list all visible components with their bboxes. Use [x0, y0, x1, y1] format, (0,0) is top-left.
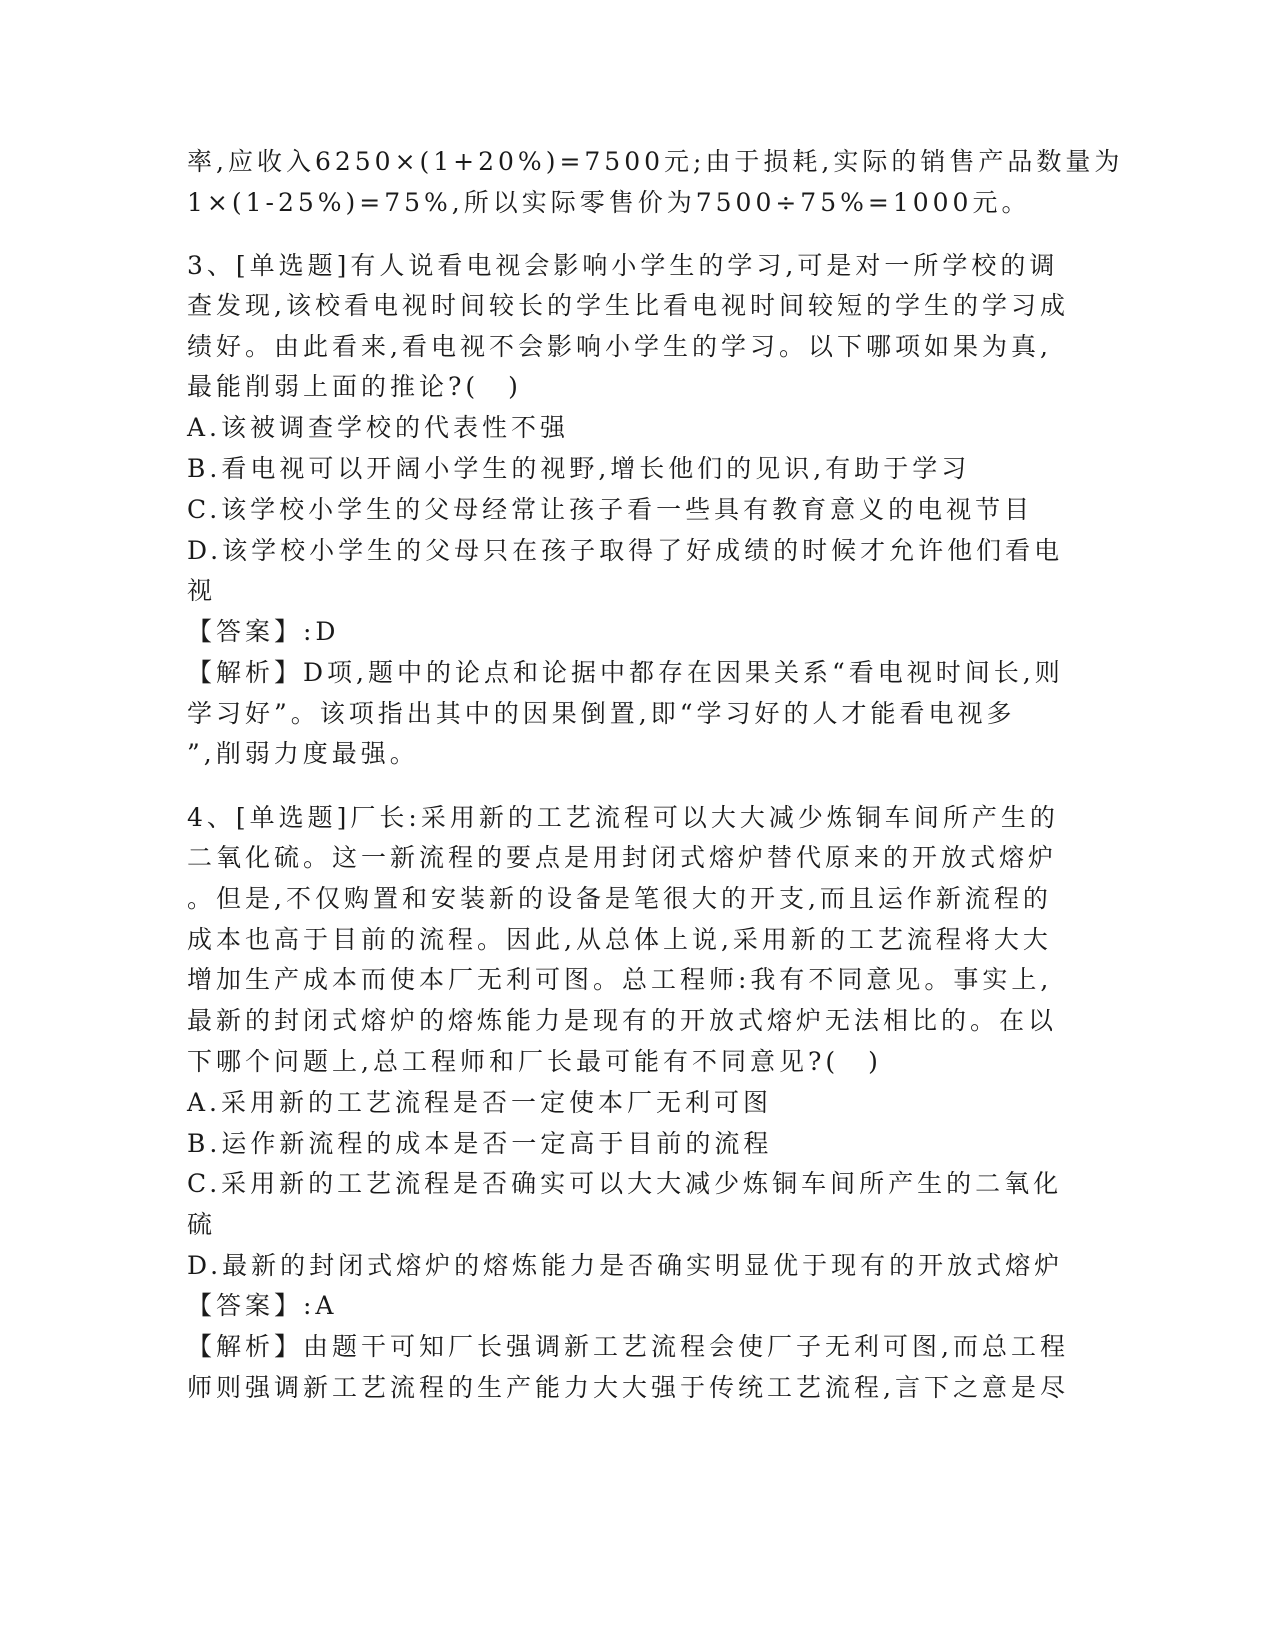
text-line: 查发现,该校看电视时间较长的学生比看电视时间较短的学生的学习成: [187, 291, 1069, 320]
option-b: B.运作新流程的成本是否一定高于目前的流程: [187, 1129, 773, 1158]
text-line: 师则强调新工艺流程的生产能力大大强于传统工艺流程,言下之意是尽: [187, 1373, 1069, 1402]
text-line: 。但是,不仅购置和安装新的设备是笔很大的开支,而且运作新流程的: [187, 884, 1052, 913]
text-line: 下哪个问题上,总工程师和厂长最可能有不同意见?( ): [187, 1047, 882, 1076]
option-a: A.采用新的工艺流程是否一定使本厂无利可图: [187, 1088, 773, 1117]
option-a: A.该被调查学校的代表性不强: [187, 413, 570, 442]
answer-label: 【答案】:A: [187, 1291, 338, 1320]
answer-label: 【答案】:D: [187, 617, 340, 646]
text-line: 学习好”。该项指出其中的因果倒置,即“学习好的人才能看电视多: [187, 699, 1016, 728]
question-3-heading: 3、[单选题]有人说看电视会影响小学生的学习,可是对一所学校的调: [187, 251, 1059, 280]
text-line: 增加生产成本而使本厂无利可图。总工程师:我有不同意见。事实上,: [187, 965, 1053, 994]
option-d: D.该学校小学生的父母只在孩子取得了好成绩的时候才允许他们看电: [187, 536, 1064, 565]
text-line: 二氧化硫。这一新流程的要点是用封闭式熔炉替代原来的开放式熔炉: [187, 843, 1058, 872]
option-c: C.该学校小学生的父母经常让孩子看一些具有教育意义的电视节目: [187, 495, 1034, 524]
option-c: C.采用新的工艺流程是否确实可以大大减少炼铜车间所产生的二氧化: [187, 1169, 1063, 1198]
text-line: 成本也高于目前的流程。因此,从总体上说,采用新的工艺流程将大大: [187, 925, 1052, 954]
analysis-text: 【解析】由题干可知厂长强调新工艺流程会使厂子无利可图,而总工程: [187, 1332, 1069, 1361]
text-line: 最能削弱上面的推论?( ): [187, 372, 522, 401]
question-4-heading: 4、[单选题]厂长:采用新的工艺流程可以大大减少炼铜车间所产生的: [187, 803, 1059, 832]
text-line: 最新的封闭式熔炉的熔炼能力是现有的开放式熔炉无法相比的。在以: [187, 1006, 1058, 1035]
analysis-text: 【解析】D项,题中的论点和论据中都存在因果关系“看电视时间长,则: [187, 658, 1064, 687]
text-line: 率,应收入6250×(1+20%)=7500元;由于损耗,实际的销售产品数量为: [187, 147, 1124, 176]
text-line: 绩好。由此看来,看电视不会影响小学生的学习。以下哪项如果为真,: [187, 332, 1052, 361]
text-line: 视: [187, 576, 217, 605]
text-line: ”,削弱力度最强。: [187, 739, 419, 768]
text-line: 1×(1-25%)=75%,所以实际零售价为7500÷75%=1000元。: [187, 188, 1031, 217]
text-line: 硫: [187, 1210, 217, 1239]
option-b: B.看电视可以开阔小学生的视野,增长他们的见识,有助于学习: [187, 454, 971, 483]
option-d: D.最新的封闭式熔炉的熔炼能力是否确实明显优于现有的开放式熔炉: [187, 1251, 1064, 1280]
